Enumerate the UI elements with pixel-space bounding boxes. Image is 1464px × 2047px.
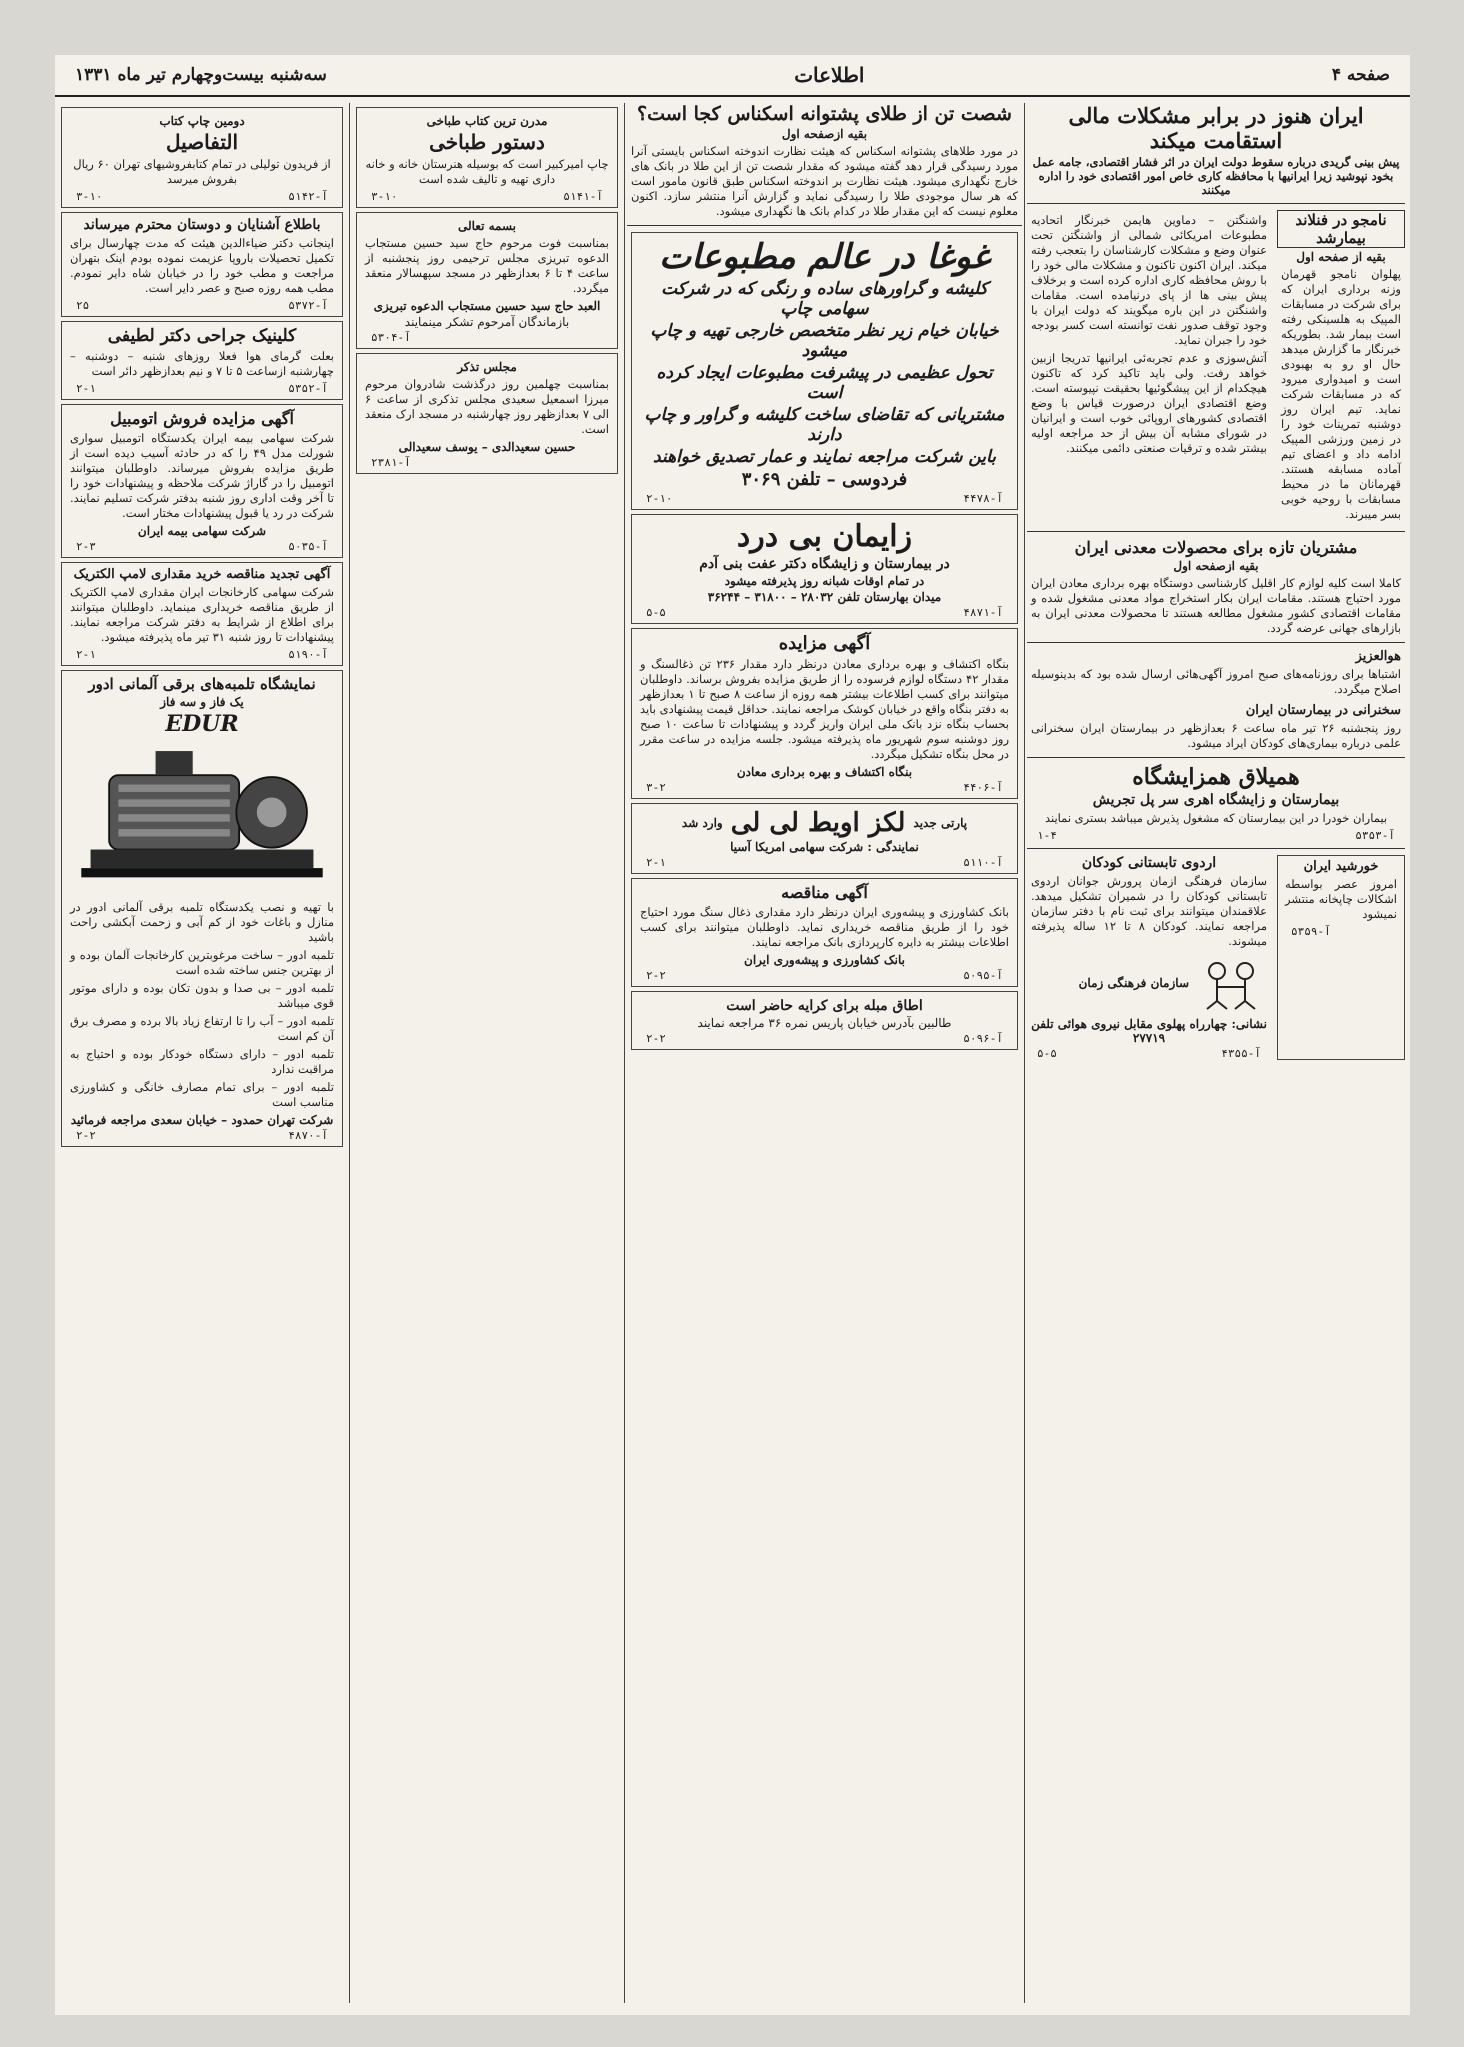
book2-code: ۳-۱۰ آ-۵۱۴۲: [76, 190, 328, 203]
memorial-title: مجلس تذکر: [457, 360, 517, 374]
masthead: [55, 55, 1410, 97]
camp-body: سازمان فرهنگی ازمان پرورش جوانان اردوی تابستانی کودکان را در شمیران تشکیل میدهد. علاقمندان میتوانند برای ثبت نام با دفتر سازمان مراجعه نمایند. کودکان ۸ تا ۱۲ ساله پذیرفته میشوند.: [1031, 874, 1267, 948]
memorial-code: آ-۲۳۸۱: [371, 456, 411, 469]
rent-line: طالبین بآدرس خیابان پاریس نمره ۳۶ مراجعه نمایند: [697, 1016, 952, 1030]
hospital-body: بیماران خودرا در این بیمارستان که مشغول پذیرش میباشد بستری نمایند: [1044, 811, 1388, 825]
press-code: ۲-۱۰ آ-۴۴۷۸: [646, 492, 1003, 505]
pump-item: تلمبه ادور – ساخت مرغوبترین کارخانجات آلمان بوده و از بهترین جنس ساخته شده است: [70, 948, 334, 977]
thanks-ad: [356, 212, 618, 349]
rent-code: ۲-۲ آ-۵۰۹۶: [646, 1032, 1003, 1045]
misc-body-2: روز پنجشنبه ۲۶ تیر ماه ساعت ۶ بعدازظهر در بیمارستان ایران سخنرانی علمی درباره بیماری‌های کودکان ایراد میشود.: [1031, 721, 1402, 750]
newspaper-page: [55, 55, 1410, 2015]
right-column: [1027, 103, 1405, 2003]
flight-suffix: وارد شد: [681, 816, 723, 830]
column-rule: [1024, 103, 1025, 2003]
paper-name: اطلاعات: [794, 63, 865, 87]
gold-headline: شصت تن از طلای پشتوانه اسکناس کجا است؟: [637, 103, 1012, 125]
thanks-name: العبد حاج سید حسین مستجاب الدعوه تبریزی: [373, 299, 601, 313]
thanks-code: آ-۵۳۰۴: [371, 331, 411, 344]
finland-body: پهلوان نامجو قهرمان وزنه برداری ایران که برای شرکت در مسابقات المپیک به هلسینکی رفته است بیمار شد. بطوریکه خبرنگار ما گزارش میدهد حال او رو به بهبودی است و امیدواری میرود که در مسابقات شرکت نماید. تیم ایران روز دوشنبه تمرینات خود را در زمین ورزشی المپیک ادامه داد و اعضای تیم آماده مسابقه هستند. قهرمانان ما در محیط مسابقات با روحیه خوبی بسر میبرند.: [1281, 267, 1401, 521]
finland-sub: بقیه از صفحه اول: [1296, 250, 1386, 264]
car-body: شرکت سهامی بیمه ایران یکدستگاه اتومبیل سواری شورلت مدل ۴۹ را که در حادثه آسیب دیده است از طریق مزایده بفروش میرساند. داوطلبان میتوانند اتومبیل را در گاراژ شرکت ملاحظه و پیشنهادات خود را تا آخر وقت اداری روز شنبه بدفتر شرکت تسلیم نمایند. شرکت در رد یا قبول پیشنهادات مختار است.: [70, 431, 334, 520]
pump-sign: شرکت تهران حمدود – خیابان سعدی مراجعه فرمائید: [70, 1113, 334, 1127]
lamp-body: شرکت سهامی کارخانجات ایران مقداری لامپ الکتریک از طریق مناقصه خریداری مینماید. داوطلبان میتوانند برای اطلاع از شرایط به دفتر شرکت مراجعه نمایند. پیشنهادات تا روز شنبه ۳۱ تیر ماه پذیرفته میشود.: [70, 585, 334, 644]
tender-body: بانک کشاورزی و پیشه‌وری ایران درنظر دارد مقداری ذغال سنگ مورد احتیاج خود را از طریق مناقصه خریداری نماید. داوطلبان میتوانند برای کسب اطلاعات بیشتر به دایره کارپردازی بانک مراجعه نمایند.: [640, 905, 1009, 949]
clinic-code: ۲-۱ آ-۵۳۵۲: [76, 382, 328, 395]
cookbook-ad: [356, 107, 618, 208]
clinic-title: کلینیک جراحی دکتر لطیفی: [107, 326, 297, 346]
pump-code: ۲-۲ آ-۴۸۷۰: [76, 1129, 328, 1142]
press-line-3: تحول عظیمی در پیشرفت مطبوعات ایجاد کرده است: [656, 363, 993, 403]
khorshid-title: خورشید ایران: [1303, 859, 1379, 874]
notice-title: باطلاع آشنایان و دوستان محترم میرساند: [83, 217, 321, 233]
car-title: آگهی مزایده فروش اتومبیل: [110, 409, 294, 428]
flight-ad: [631, 803, 1018, 874]
khorshid-body: امروز عصر بواسطه اشکالات چاپخانه منتشر نمیشود: [1285, 877, 1397, 921]
lead-text: واشنگتن – دماوین هایمن خبرنگار اتحادیه مطبوعات امریکائی شمالی از واشنگتن تحت عنوان وضع و مشکلات کارشناسان را بتعجب رفته میکند. ایران اکنون تاکنون و مشکلات مالی خود را با روش محافظه کاری اداره کرده است و برخلاف پیش بینی ها از پای درنیامده است. مقامات واشنگتن در این باره میگویند که دولت ایران با وجود توقف صدور نفت توانسته است کسر بودجه خود را جبران نماید.: [1031, 213, 1267, 347]
thanks-note: بازماندگان آمرحوم تشکر مینمایند: [404, 315, 570, 329]
lamp-ad: [61, 562, 343, 666]
cookbook-pre: مدرن ترین کتاب طباخی: [426, 114, 548, 128]
clients-body: کاملا است کلیه لوازم کار اقلیل کارشناسی دوستگاه بهره برداری معادن ایران مورد احتیاج هستند. مقامات ایران بکار استخراج مواد معدنی مشغول شده و مقامات اقتصادی کشور مشغول مطالعه هستند تا محصولات معدنی ایران به بازارهای جهانی عرضه گردد.: [1031, 576, 1401, 635]
pump-item: تلمبه ادور – بی صدا و بدون تکان بوده و دارای موتور قوی میباشد: [70, 981, 334, 1010]
birth-line-1: در بیمارستان و زایشگاه دکتر عفت بنی آدم: [699, 556, 950, 572]
thanks-title: بسمه تعالی: [457, 219, 517, 233]
hospital-title: همیلاق همزایشگاه: [1132, 764, 1300, 790]
memorial-ad: [356, 353, 618, 474]
finland-title: نامجو در فنلاند بیمارشد: [1277, 210, 1405, 248]
birth-ad: [631, 514, 1018, 624]
auction-body: بنگاه اکتشاف و بهره برداری معادن درنظر دارد مقدار ۲۳۶ تن ذغالسنگ و مقدار ۴۲ دستگاه لوازم فرسوده را از طریق مزایده بفروش برساند. داوطلبان میتوانند برای کسب اطلاعات بیشتر همه روزه از ساعت ۸ صبح تا ۱ بعدازظهر به دفتر بنگاه واقع در خیابان کوشک مراجعه نمایند. حداقل قیمت پیشنهادی باید بحساب بنگاه نزد بانک ملی ایران واریز گردد و پیشنهادات تا ساعت ۱۰ صبح روز دوشنبه سوم شهریور ماه پذیرفته میشود. جلسه مزایده در ساعت مقرر در محل بنگاه تشکیل میگردد.: [640, 657, 1010, 761]
flight-code: ۲-۱ آ-۵۱۱۰: [646, 856, 1003, 869]
pump-title: نمایشگاه تلمبه‌های برقی آلمانی ادور: [88, 675, 316, 693]
hospital-code: ۱-۴ آ-۵۳۵۳: [1037, 829, 1395, 842]
left-column: [57, 103, 347, 2003]
rent-title: اطاق مبله برای کرایه حاضر است: [726, 998, 923, 1014]
center-column: [627, 103, 1022, 2003]
pump-ad: [61, 670, 343, 1147]
thanks-body: بمناسبت فوت مرحوم حاج سید حسین مستجاب الدعوه تبریزی مجلس ترحیمی روز پنجشنبه از ساعت ۴ تا ۶ بعدازظهر در مسجد سپهسالار منعقد میگردد.: [365, 236, 610, 295]
tender-ad: [631, 878, 1018, 987]
flight-title: لکز اویط لی لی: [730, 808, 906, 838]
pump-item: تلمبه ادور – آب را تا ارتفاع زیاد بالا برده و مصرف برق آن کم است: [70, 1014, 334, 1043]
camp-code: ۵-۵ آ-۴۳۵۵: [1037, 1047, 1261, 1060]
clinic-body: بعلت گرمای هوا فعلا روزهای شنبه – دوشنبه – چهارشنبه ازساعت ۵ تا ۷ و نیم بعدازظهر دائر است: [70, 349, 334, 378]
book2-ad: [61, 107, 343, 208]
birth-code: ۵-۵ آ-۴۸۷۱: [646, 606, 1003, 619]
issue-date: سه‌شنبه بیست‌وچهارم تیر ماه ۱۳۳۱: [75, 65, 327, 85]
cookbook-title: دستور طباخی: [429, 130, 545, 154]
khorshid-code: آ-۵۳۵۹: [1291, 925, 1331, 938]
press-ad: [631, 232, 1018, 510]
book2-body: از فریدون تولیلی در تمام کتابفروشیهای تهران ۶۰ ریال بفروش میرسد: [73, 157, 331, 186]
pump-sub: یک فاز و سه فاز: [160, 695, 244, 709]
pump-machine-icon: [72, 737, 332, 897]
pump-item: تلمبه ادور – برای تمام مصارف خانگی و کشاورزی مناسب است: [70, 1080, 334, 1109]
notice-code: ۲۵ آ-۵۳۷۲: [76, 299, 328, 312]
notice-body: اینجانب دکتر ضیاءالدین هیئت که مدت چهارسال برای تکمیل تحصیلات باروپا عزیمت نموده بودم اینک بتهران مراجعت و مطب خود را در خیابان شاه دایر نمودم. مطب همه روزه صبح و عصر دایر است.: [70, 236, 334, 295]
column-rule: [624, 103, 625, 2003]
car-sign: شرکت سهامی بیمه ایران: [137, 524, 267, 538]
pump-intro: با تهیه و نصب یکدستگاه تلمبه برقی آلمانی ادور در منازل و باغات خود از کم آبی و زحمت آبکشی راحت باشید: [70, 900, 334, 944]
press-phone: فردوسی – تلفن ۳۰۶۹: [741, 469, 908, 490]
flight-prefix: پارتی جدید: [913, 816, 968, 830]
cookbook-code: ۳-۱۰ آ-۵۱۴۱: [371, 190, 603, 203]
car-code: ۲-۳ آ-۵۰۳۵: [76, 540, 328, 553]
flight-line: نمایندگی : شرکت سهامی امریکا آسیا: [730, 840, 919, 854]
press-line-5: باین شرکت مراجعه نمایند و عمار تصدیق خواهند: [653, 447, 996, 467]
car-ad: [61, 404, 343, 558]
press-line-2: خیابان خیام زیر نظر متخصص خارجی تهیه و چاپ میشود: [650, 321, 999, 361]
misc-body-1: اشتباها برای روزنامه‌های صبح امروز آگهی‌هائی ارسال شده بود که بدینوسیله اصلاح میگردد.: [1031, 667, 1401, 696]
clients-title: مشتریان تازه برای محصولات معدنی ایران: [1074, 538, 1358, 557]
clients-sub: بقیه ازصفحه اول: [1173, 559, 1259, 573]
khorshid-box: [1277, 855, 1405, 1060]
auction-code: ۳-۲ آ-۴۴۰۶: [646, 781, 1003, 794]
tender-title: آگهی مناقصه: [781, 883, 868, 902]
cookbook-body: چاپ امیرکبیر است که بوسیله هنرستان خانه و خانه داری تهیه و تالیف شده است: [365, 157, 609, 186]
memorial-body: بمناسبت چهلمین روز درگذشت شادروان مرحوم میرزا اسمعیل سعیدی مجلس تذکری از ساعت ۶ الی ۷ بعدازظهر روز چهارشنبه در مسجد ارک منعقد است.: [365, 377, 609, 436]
book2-pre: دومین چاپ کتاب: [159, 114, 245, 128]
birth-line-3: میدان بهارستان تلفن ۲۸۰۳۲ – ۳۱۸۰۰ – ۳۶۲۴۴: [707, 590, 942, 604]
notice-ad: [61, 212, 343, 317]
hospital-sub: بیمارستان و زایشگاه اهری سر پل تجریش: [1092, 792, 1340, 808]
children-logo-icon: [1197, 953, 1267, 1013]
misc-title-1: هوالعزیز: [1355, 649, 1401, 664]
camp-logo-text: سازمان فرهنگی زمان: [1078, 976, 1189, 990]
birth-line-2: در تمام اوقات شبانه روز پذیرفته میشود: [724, 574, 925, 588]
memorial-names: حسین سعیدالدی – یوسف سعیدالی: [398, 440, 576, 454]
gold-sub: بقیه ازصفحه اول: [781, 127, 868, 141]
pump-item: تلمبه ادور – دارای دستگاه خودکار بوده و احتیاج به مراقبت ندارد: [70, 1047, 334, 1076]
book2-title: التفاصیل: [165, 130, 239, 154]
auction-sign: بنگاه اکتشاف و بهره برداری معادن: [736, 765, 913, 779]
ads-column: [352, 103, 622, 2003]
press-line-1: کلیشه و گراورهای ساده و رنگی که در شرکت سهامی چاپ: [661, 279, 988, 319]
misc-title-2: سخنرانی در بیمارستان ایران: [1245, 703, 1401, 718]
tender-code: ۲-۲ آ-۵۰۹۵: [646, 969, 1003, 982]
lead-subtitle: پیش بینی گریدی درباره سقوط دولت ایران در اثر فشار اقتصادی، جامه عمل بخود نپوشید زیرا ایرانیها با محافظه کاری خاص امور اقتصادی خود را اداره میکنند: [1032, 155, 1400, 197]
lead-body: [1027, 210, 1271, 525]
lead-headline: ایران هنوز در برابر مشکلات مالی استقامت میکند: [1068, 103, 1364, 153]
page-number: صفحه ۴: [1331, 65, 1390, 85]
gold-body: در مورد طلاهای پشتوانه اسکناس که هیئت نظارت اندوخته اسکناس بایستی آنرا مورد رسیدگی قرار دهد گفته میشود که مقدار شصت تن از این طلا در بانک های خارج نگهداری میشود. هیئت نظارت بر اندوخته اسکناس طبق قانون مامور است که هر سال موجودی طلا را رسیدگی نماید و گزارش آنرا منتشر سازد. اکنون معلوم نیست که این مقدار طلا در کدام بانک ها نگهداری میشود.: [631, 144, 1018, 218]
press-line-4: مشتریانی که تقاضای ساخت کلیشه و گراور و چاپ دارند: [644, 405, 1005, 445]
auction-title: آگهی مزایده: [778, 633, 871, 654]
lamp-code: ۲-۱ آ-۵۱۹۰: [76, 648, 328, 661]
birth-title: زایمان بی درد: [736, 519, 913, 554]
rent-ad: [631, 991, 1018, 1050]
camp-title: اردوی تابستانی کودکان: [1081, 855, 1217, 871]
lead-text-2: آتش‌سوزی و عدم تجربه‌ئی ایرانیها تدریجا ازبین خواهد رفت. ولی باید تاکید کرد که تاکنون هیچکدام از این پیشگوئیها بحقیقت نپیوسته است. وضع اقتصادی ایران درصورت قیاس با وضع اقتصادی کشورهای اروپائی خوب است و ایرانیان در شورای مشابه آن بیش از حد مراجعه اولیه بیشتر شده و ترقیات صنعتی دائمی میکنند.: [1031, 351, 1267, 455]
pump-brand: EDUR: [165, 711, 239, 737]
press-title: غوغا در عالم مطبوعات: [659, 237, 990, 277]
column-rule: [349, 103, 350, 2003]
lamp-title: آگهی تجدید مناقصه خرید مقداری لامپ الکتریک: [73, 567, 331, 582]
auction-ad: [631, 628, 1018, 799]
clinic-ad: [61, 321, 343, 400]
tender-sign: بانک کشاورزی و پیشه‌وری ایران: [744, 953, 905, 967]
finland-article: [1277, 210, 1405, 525]
camp-ad: [1027, 855, 1271, 1060]
camp-address: نشانی: چهارراه پهلوی مقابل نیروی هوائی تلفن ۲۷۷۱۹: [1031, 1017, 1267, 1045]
